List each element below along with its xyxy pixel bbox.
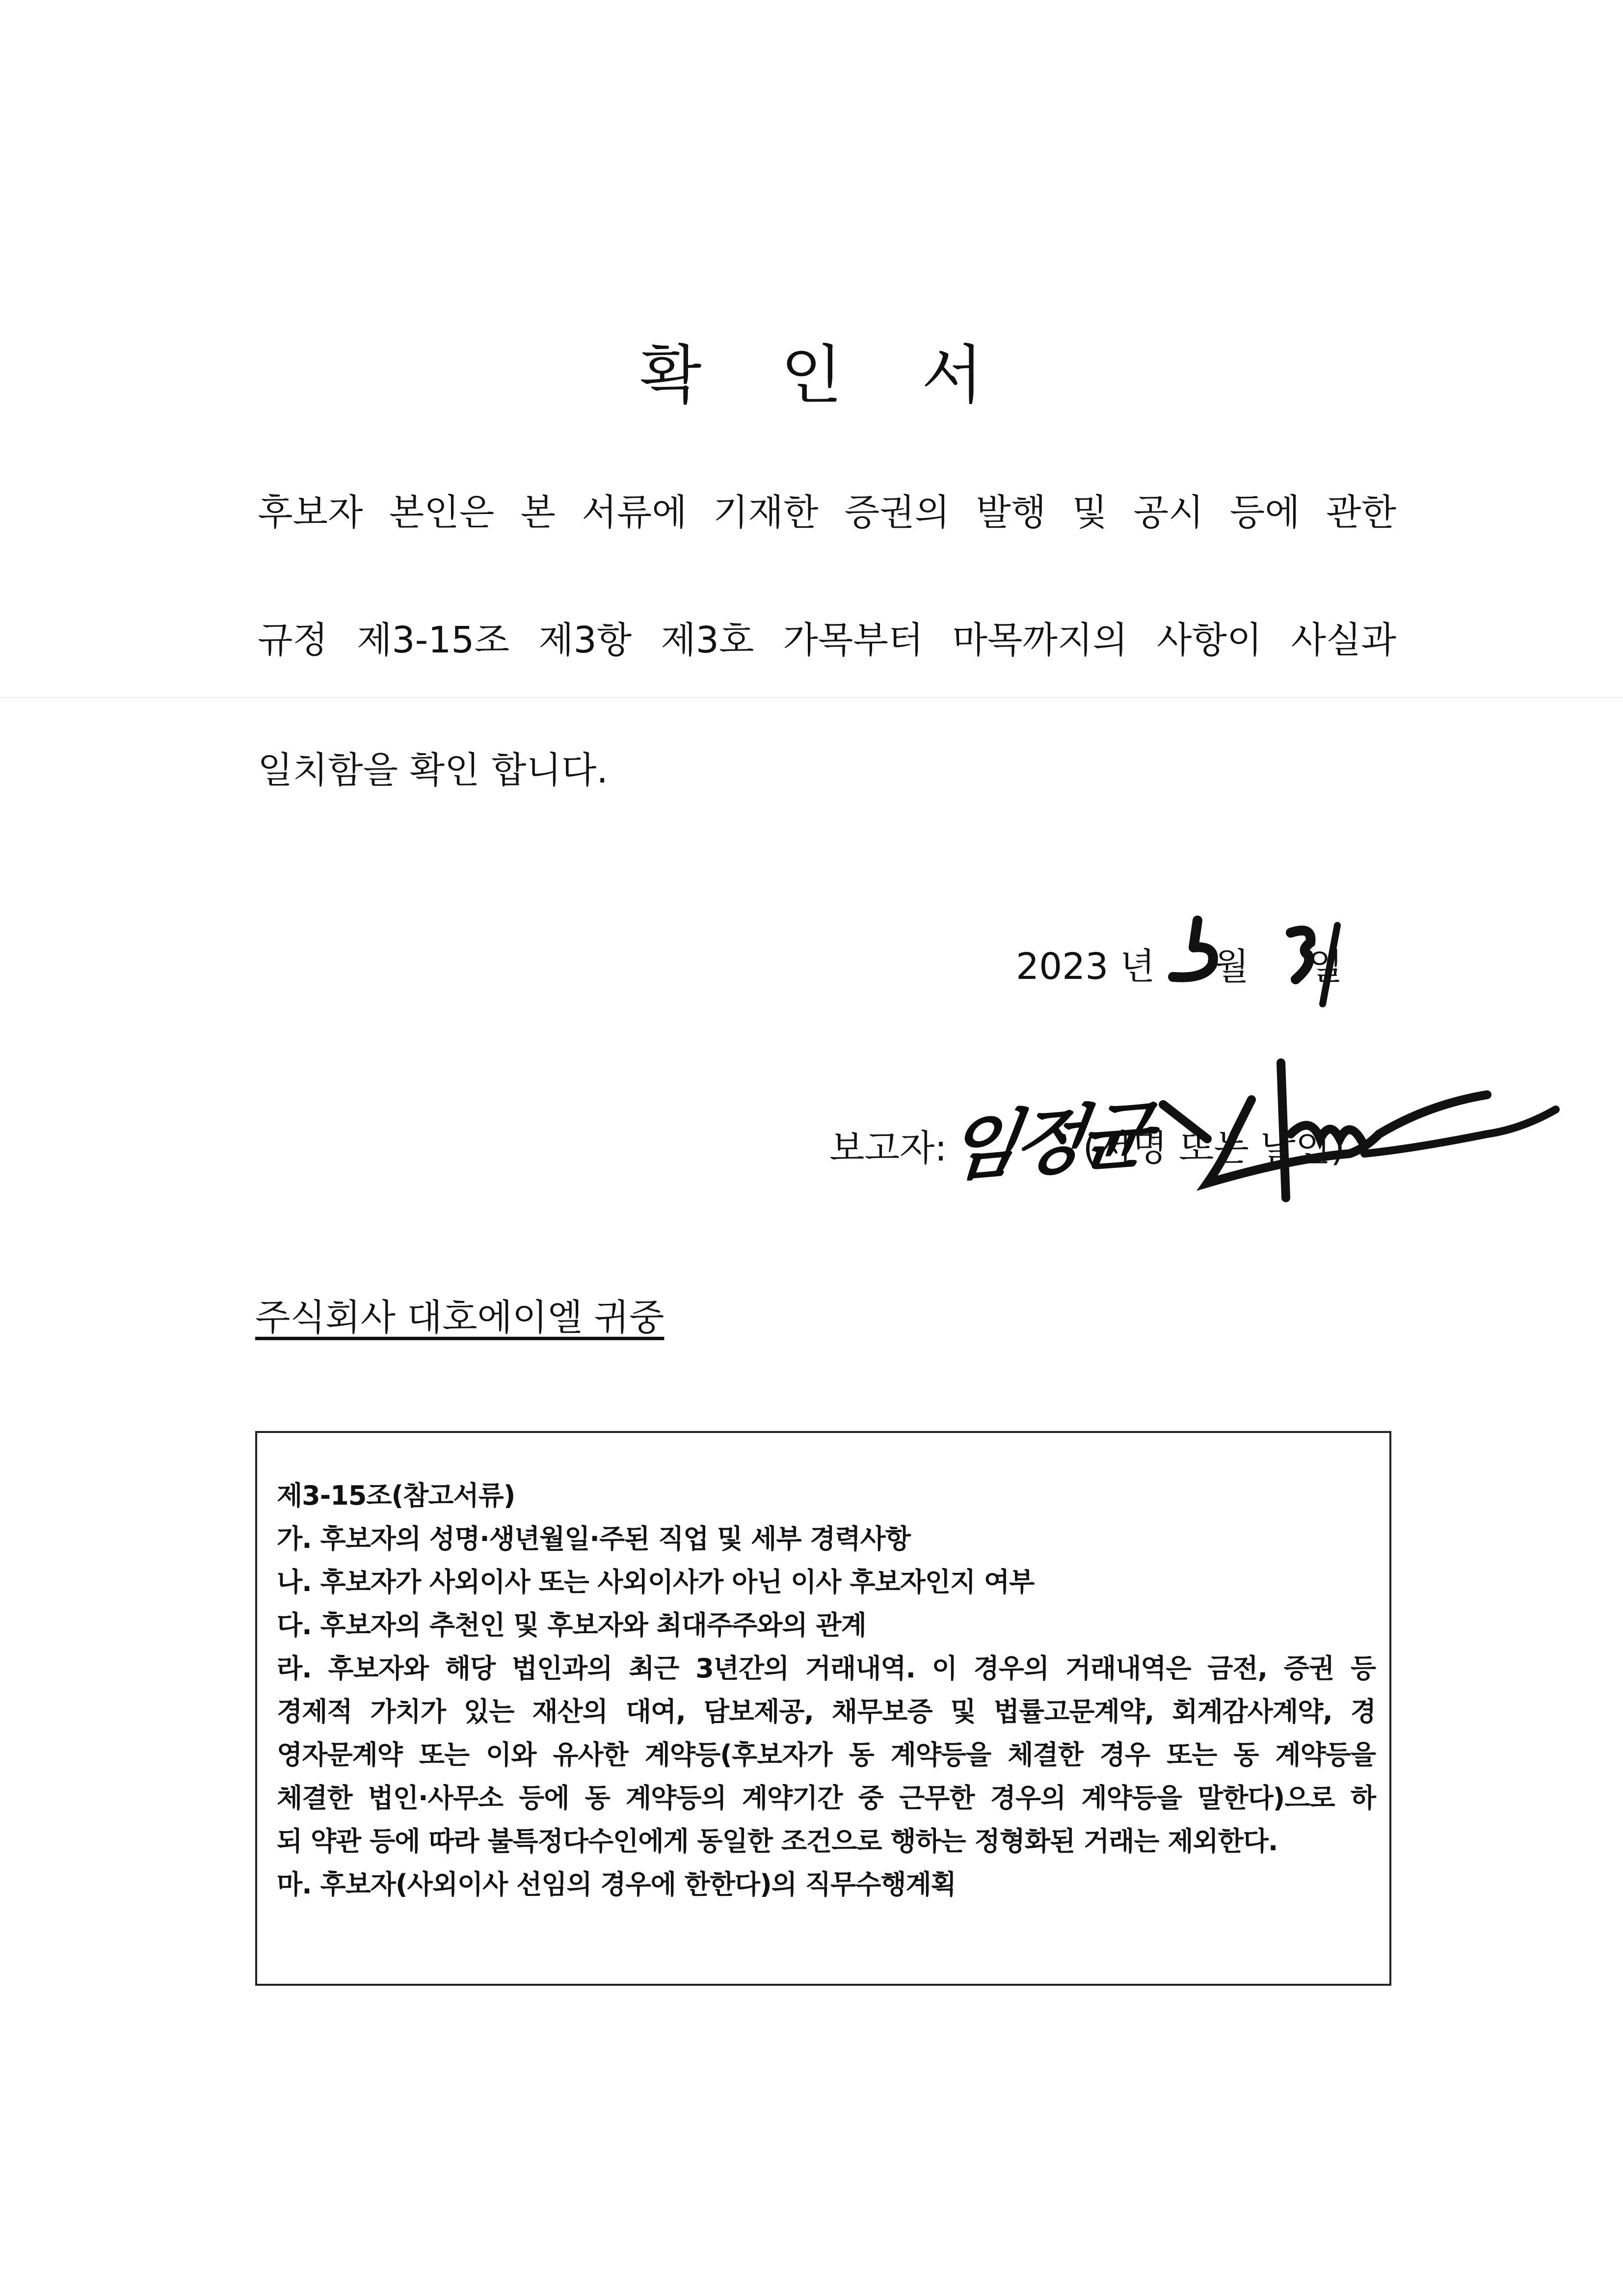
recipient: 주식회사 대호에이엘 귀중 <box>255 1297 665 1339</box>
body-line-1: 후보자 본인은 본 서류에 기재한 증권의 발행 및 공시 등에 관한 <box>258 491 1396 534</box>
reference-box <box>255 1431 1391 1986</box>
reference-item-ra-cont: 되 약관 등에 따라 불특정다수인에게 동일한 조건으로 행하는 정형화된 거래는 제외한다. <box>277 1826 1278 1857</box>
reference-heading: 제3-15조(참고서류) <box>277 1480 515 1511</box>
reference-item-ga: 가. 후보자의 성명·생년월일·주된 직업 및 세부 경력사항 <box>277 1523 910 1554</box>
date-year-unit: 년 <box>1119 945 1155 988</box>
reporter-label: 보고자: <box>829 1127 947 1169</box>
reference-item-ra: 라. 후보자와 해당 법인과의 최근 3년간의 거래내역. 이 경우의 거래내역은 금전, 증권 등 <box>277 1653 1376 1684</box>
reference-item-na: 나. 후보자가 사외이사 또는 사외이사가 아닌 이사 후보자인지 여부 <box>277 1567 1035 1597</box>
handwritten-month <box>1163 918 1232 997</box>
body-line-3: 일치함을 확인 합니다. <box>258 749 608 791</box>
reference-item-da: 다. 후보자의 추천인 및 후보자와 최대주주와의 관계 <box>277 1610 866 1641</box>
scan-artifact-line <box>0 697 1623 698</box>
signature-name: 임정균 <box>941 1093 1152 1192</box>
date-day-unit: 일 <box>1307 945 1343 988</box>
signature-hint: (서명 또는 날인) <box>1083 1127 1345 1169</box>
body-line-2: 규정 제3-15조 제3항 제3호 가목부터 마목까지의 사항이 사실과 <box>258 619 1396 661</box>
reference-item-ra-cont: 체결한 법인·사무소 등에 동 계약등의 계약기간 중 근무한 경우의 계약등을 말한다)으로 하 <box>277 1783 1376 1813</box>
date-month-unit: 월 <box>1214 945 1249 988</box>
reference-item-ma: 마. 후보자(사외이사 선임의 경우에 한한다)의 직무수행계획 <box>277 1869 956 1900</box>
date-year: 2023 <box>1016 945 1109 988</box>
reference-item-ra-cont: 영자문계약 또는 이와 유사한 계약등(후보자가 동 계약등을 체결한 경우 또는 동 계약등을 <box>277 1739 1376 1770</box>
reference-item-ra-cont: 경제적 가치가 있는 재산의 대여, 담보제공, 채무보증 및 법률고문계약, 회계감사계약, 경 <box>277 1696 1376 1727</box>
document-title: 확 인 서 <box>639 338 1013 412</box>
handwritten-day <box>1286 923 1355 1011</box>
